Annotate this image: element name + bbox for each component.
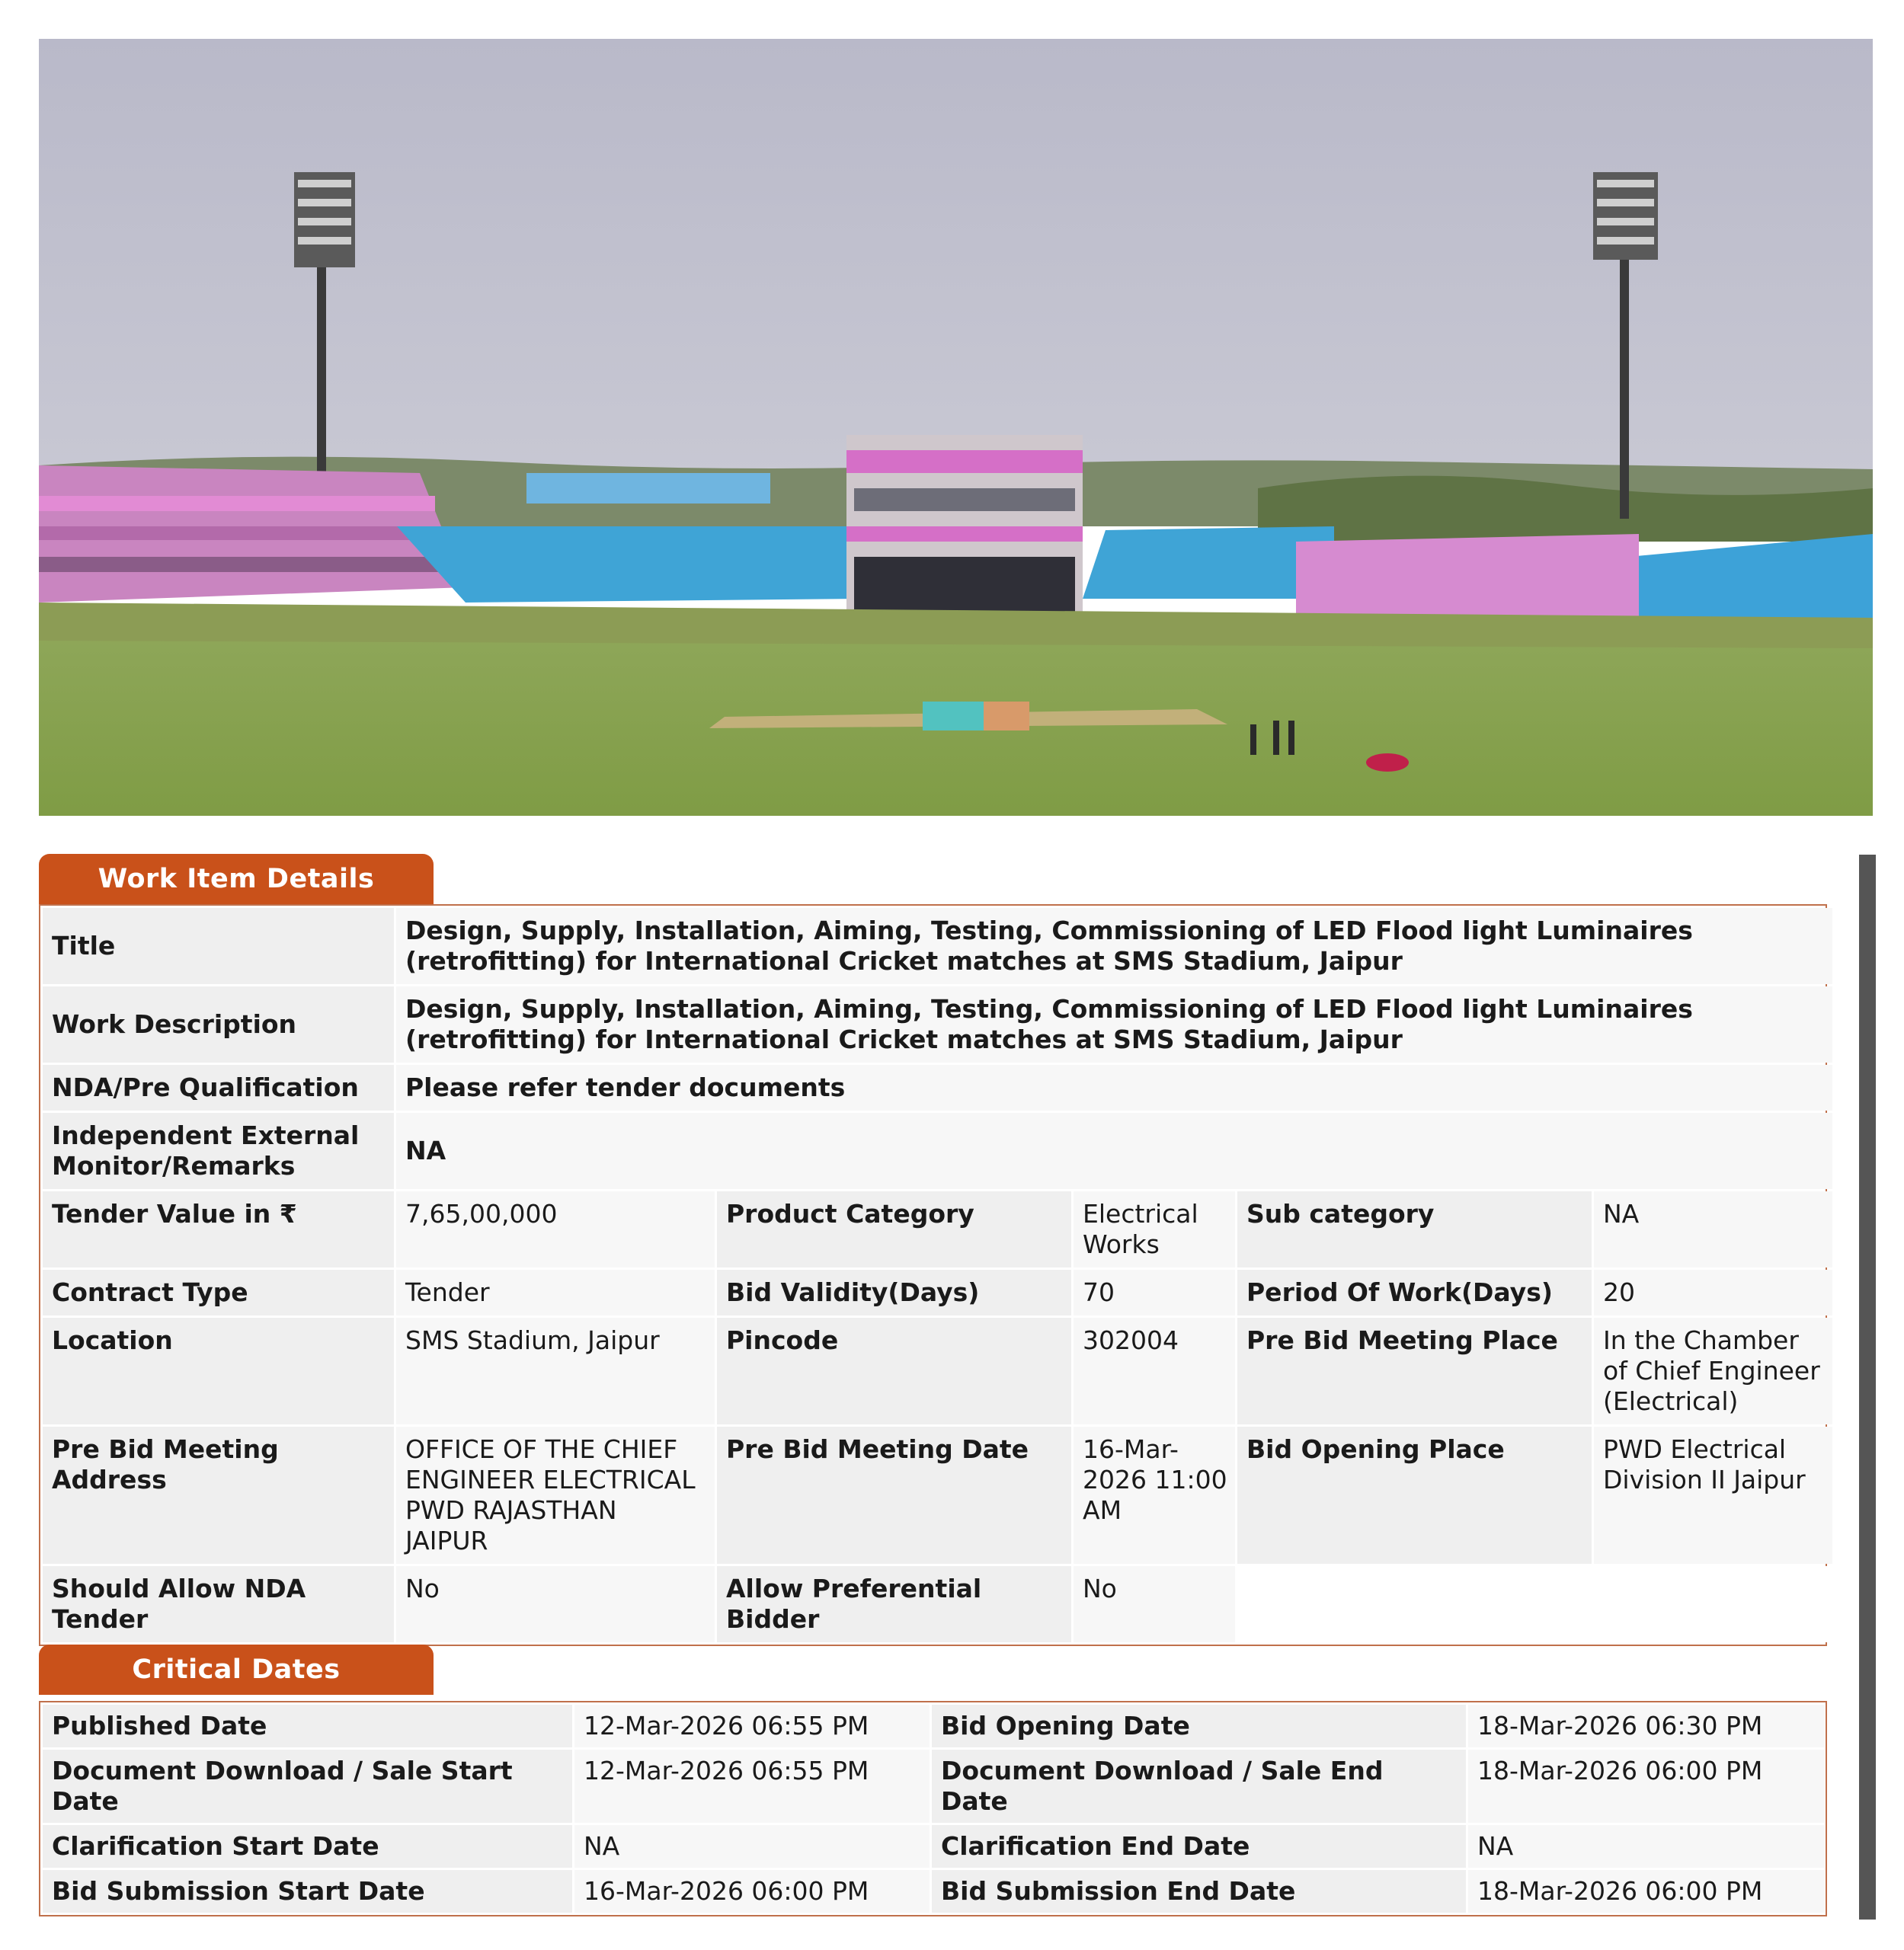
- preferential-bidder-label: Allow Preferential Bidder: [717, 1566, 1071, 1642]
- bid-validity-label: Bid Validity(Days): [717, 1270, 1071, 1315]
- monitor-value: NA: [396, 1113, 1832, 1189]
- location-label: Location: [43, 1318, 394, 1424]
- work-item-details-tab: Work Item Details: [39, 854, 434, 904]
- allow-nda-value: No: [396, 1566, 715, 1642]
- table-row: [43, 1427, 1832, 1564]
- pre-bid-address-value: OFFICE OF THE CHIEF ENGINEER ELECTRICAL PWD RAJASTHAN JAIPUR: [396, 1427, 715, 1564]
- table-row: [43, 1270, 1832, 1315]
- table-row: [43, 1065, 1832, 1111]
- allow-nda-label: Should Allow NDA Tender: [43, 1566, 394, 1642]
- work-item-details-panel: [39, 904, 1827, 1646]
- nda-label: NDA/Pre Qualification: [43, 1065, 394, 1111]
- bid-submission-start-label: Bid Submission Start Date: [43, 1870, 572, 1913]
- clarification-end-value: NA: [1468, 1825, 1825, 1868]
- tender-value: 7,65,00,000: [396, 1191, 715, 1268]
- pincode-value: 302004: [1074, 1318, 1235, 1424]
- critical-dates-table: [40, 1702, 1827, 1915]
- period-of-work-value: 20: [1594, 1270, 1832, 1315]
- contract-type-label: Contract Type: [43, 1270, 394, 1315]
- pre-bid-address-label: Pre Bid Meeting Address: [43, 1427, 394, 1564]
- work-description-label: Work Description: [43, 986, 394, 1063]
- critical-dates-panel: [39, 1701, 1827, 1916]
- bid-validity-value: 70: [1074, 1270, 1235, 1315]
- vertical-scrollbar[interactable]: [1859, 855, 1876, 1920]
- nda-value: Please refer tender documents: [396, 1065, 1832, 1111]
- table-row: [43, 1825, 1825, 1868]
- doc-download-start-value: 12-Mar-2026 06:55 PM: [574, 1750, 930, 1823]
- bid-submission-end-value: 18-Mar-2026 06:00 PM: [1468, 1870, 1825, 1913]
- doc-download-end-value: 18-Mar-2026 06:00 PM: [1468, 1750, 1825, 1823]
- doc-download-start-label: Document Download / Sale Start Date: [43, 1750, 572, 1823]
- clarification-end-label: Clarification End Date: [932, 1825, 1466, 1868]
- clarification-start-value: NA: [574, 1825, 930, 1868]
- table-row: [43, 1191, 1832, 1268]
- table-row: [43, 986, 1832, 1063]
- table-row: [43, 1870, 1825, 1913]
- work-description-value: Design, Supply, Installation, Aiming, Testing, Commissioning of LED Flood light Luminaires (retrofitting) for International Cricket matches at SMS Stadium, Jaipur: [396, 986, 1832, 1063]
- pre-bid-date-label: Pre Bid Meeting Date: [717, 1427, 1071, 1564]
- table-row: [43, 1750, 1825, 1823]
- sub-category-label: Sub category: [1237, 1191, 1592, 1268]
- bid-opening-place-label: Bid Opening Place: [1237, 1427, 1592, 1564]
- pre-bid-place-label: Pre Bid Meeting Place: [1237, 1318, 1592, 1424]
- doc-download-end-label: Document Download / Sale End Date: [932, 1750, 1466, 1823]
- sub-category-value: NA: [1594, 1191, 1832, 1268]
- table-row: [43, 1318, 1832, 1424]
- bid-opening-date-label: Bid Opening Date: [932, 1705, 1466, 1747]
- product-category-value: Electrical Works: [1074, 1191, 1235, 1268]
- published-date-label: Published Date: [43, 1705, 572, 1747]
- title-label: Title: [43, 908, 394, 984]
- bid-opening-date-value: 18-Mar-2026 06:30 PM: [1468, 1705, 1825, 1747]
- pre-bid-place-value: In the Chamber of Chief Engineer (Electrical): [1594, 1318, 1832, 1424]
- monitor-label: Independent External Monitor/Remarks: [43, 1113, 394, 1189]
- contract-type-value: Tender: [396, 1270, 715, 1315]
- empty-cell: [1237, 1566, 1832, 1642]
- published-date-value: 12-Mar-2026 06:55 PM: [574, 1705, 930, 1747]
- bid-opening-place-value: PWD Electrical Division II Jaipur: [1594, 1427, 1832, 1564]
- critical-dates-tab: Critical Dates: [39, 1645, 434, 1695]
- table-row: [43, 1705, 1825, 1747]
- period-of-work-label: Period Of Work(Days): [1237, 1270, 1592, 1315]
- clarification-start-label: Clarification Start Date: [43, 1825, 572, 1868]
- bid-submission-start-value: 16-Mar-2026 06:00 PM: [574, 1870, 930, 1913]
- title-value: Design, Supply, Installation, Aiming, Testing, Commissioning of LED Flood light Luminaires (retrofitting) for International Cricket matches at SMS Stadium, Jaipur: [396, 908, 1832, 984]
- tender-value-label: Tender Value in ₹: [43, 1191, 394, 1268]
- preferential-bidder-value: No: [1074, 1566, 1235, 1642]
- table-row: [43, 908, 1832, 984]
- bid-submission-end-label: Bid Submission End Date: [932, 1870, 1466, 1913]
- table-row: [43, 1566, 1832, 1642]
- stadium-photo: [39, 39, 1873, 816]
- location-value: SMS Stadium, Jaipur: [396, 1318, 715, 1424]
- pincode-label: Pincode: [717, 1318, 1071, 1424]
- table-row: [43, 1113, 1832, 1189]
- pre-bid-date-value: 16-Mar-2026 11:00 AM: [1074, 1427, 1235, 1564]
- work-item-table: [40, 906, 1835, 1645]
- product-category-label: Product Category: [717, 1191, 1071, 1268]
